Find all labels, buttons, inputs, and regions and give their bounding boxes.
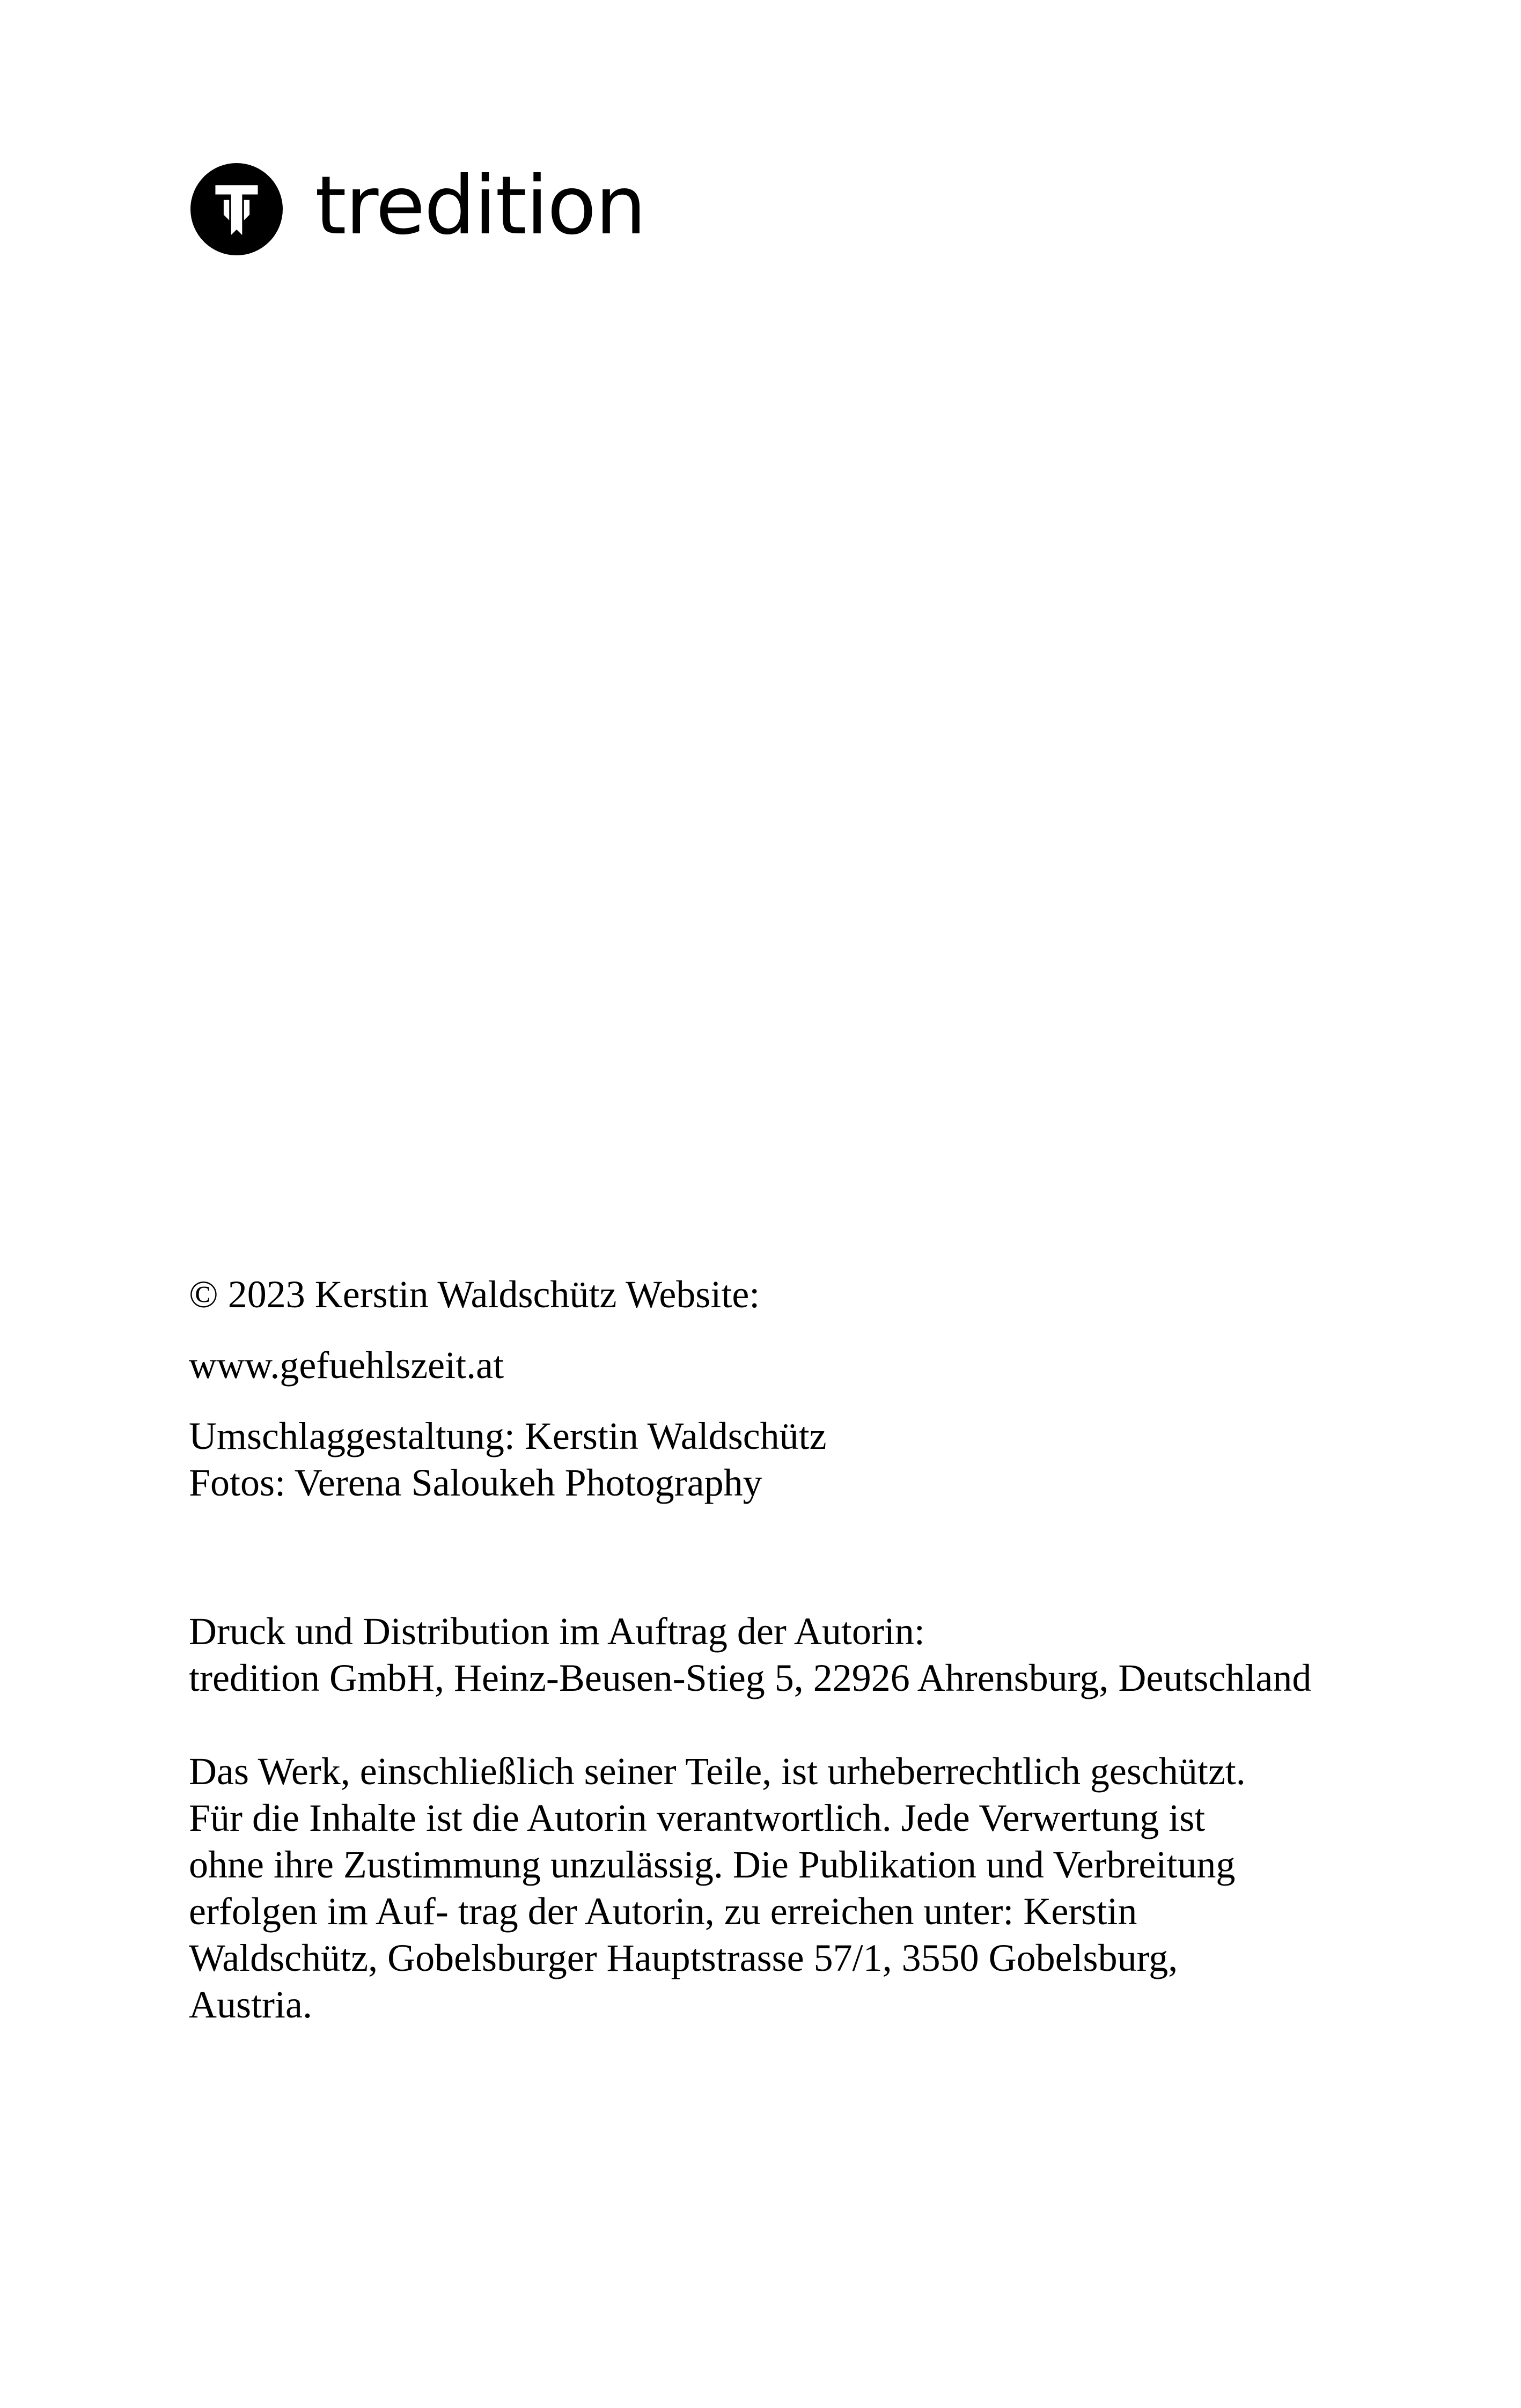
- imprint-block: [189, 1271, 1423, 2028]
- rights-line: Das Werk, einschließlich seiner Teile, ist urheberrechtlich geschützt.: [189, 1750, 1246, 1793]
- copyright-line: © 2023 Kerstin Waldschütz Website:: [189, 1273, 760, 1316]
- rights-line: Austria.: [189, 1983, 312, 2026]
- rights-line: ohne ihre Zustimmung unzulässig. Die Publikation und Verbreitung: [189, 1843, 1236, 1886]
- publisher-logo: [190, 161, 645, 257]
- website-line: www.gefuehlszeit.at: [189, 1344, 504, 1387]
- rights-line: Für die Inhalte ist die Autorin verantwortlich. Jede Verwertung ist: [189, 1796, 1206, 1839]
- publisher-wordmark: tredition: [315, 159, 645, 253]
- rights-line: erfolgen im Auf- trag der Autorin, zu erreichen unter: Kerstin: [189, 1890, 1137, 1933]
- cover-design-line: Umschlaggestaltung: Kerstin Waldschütz: [189, 1415, 827, 1457]
- distribution-line: Druck und Distribution im Auftrag der Autorin:: [189, 1610, 925, 1653]
- tredition-logo-icon: [190, 163, 283, 255]
- rights-line: Waldschütz, Gobelsburger Hauptstrasse 57/1, 3550 Gobelsburg,: [189, 1936, 1178, 1979]
- photos-line: Fotos: Verena Saloukeh Photography: [189, 1461, 762, 1504]
- distribution-line: tredition GmbH, Heinz-Beusen-Stieg 5, 22926 Ahrensburg, Deutschland: [189, 1656, 1312, 1699]
